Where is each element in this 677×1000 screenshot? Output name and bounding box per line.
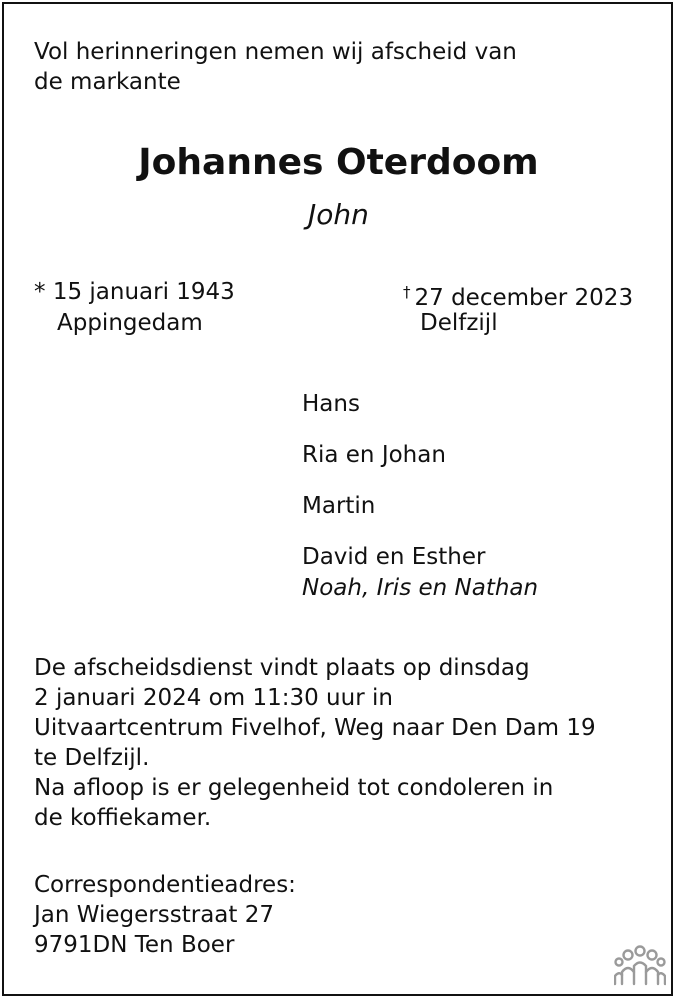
intro-text xyxy=(34,37,517,97)
intro-line: de markante xyxy=(34,69,181,95)
service-line: De afscheidsdienst vindt plaats op dinsdag xyxy=(34,655,530,681)
birth-place: Appingedam xyxy=(57,310,203,336)
deceased-nickname: John xyxy=(308,198,369,231)
death-mark: † xyxy=(403,283,411,301)
address-line: Correspondentieadres: xyxy=(34,872,296,898)
service-details xyxy=(34,653,596,833)
death-place: Delfzijl xyxy=(420,310,498,336)
correspondence-address xyxy=(34,870,296,960)
service-line: 2 januari 2024 om 11:30 uur in xyxy=(34,685,393,711)
family-member: Martin xyxy=(302,493,376,519)
family-member: Ria en Johan xyxy=(302,442,446,468)
family-member: Hans xyxy=(302,391,360,417)
people-group-icon xyxy=(614,944,666,986)
birth-date: 15 januari 1943 xyxy=(52,279,235,305)
birth-mark: * xyxy=(34,279,46,305)
birth-line xyxy=(34,277,235,307)
grandchildren: Noah, Iris en Nathan xyxy=(302,575,539,601)
service-line: de koffiekamer. xyxy=(34,805,212,831)
service-line: Na afloop is er gelegenheid tot condoleren in xyxy=(34,775,554,801)
family-member: David en Esther xyxy=(302,544,486,570)
address-line: 9791DN Ten Boer xyxy=(34,932,235,958)
intro-line: Vol herinneringen nemen wij afscheid van xyxy=(34,39,517,65)
service-line: Uitvaartcentrum Fivelhof, Weg naar Den Dam 19 xyxy=(34,715,596,741)
service-line: te Delfzijl. xyxy=(34,745,150,771)
deceased-name: Johannes Oterdoom xyxy=(138,142,539,183)
death-date: 27 december 2023 xyxy=(414,285,634,311)
address-line: Jan Wiegersstraat 27 xyxy=(34,902,274,928)
